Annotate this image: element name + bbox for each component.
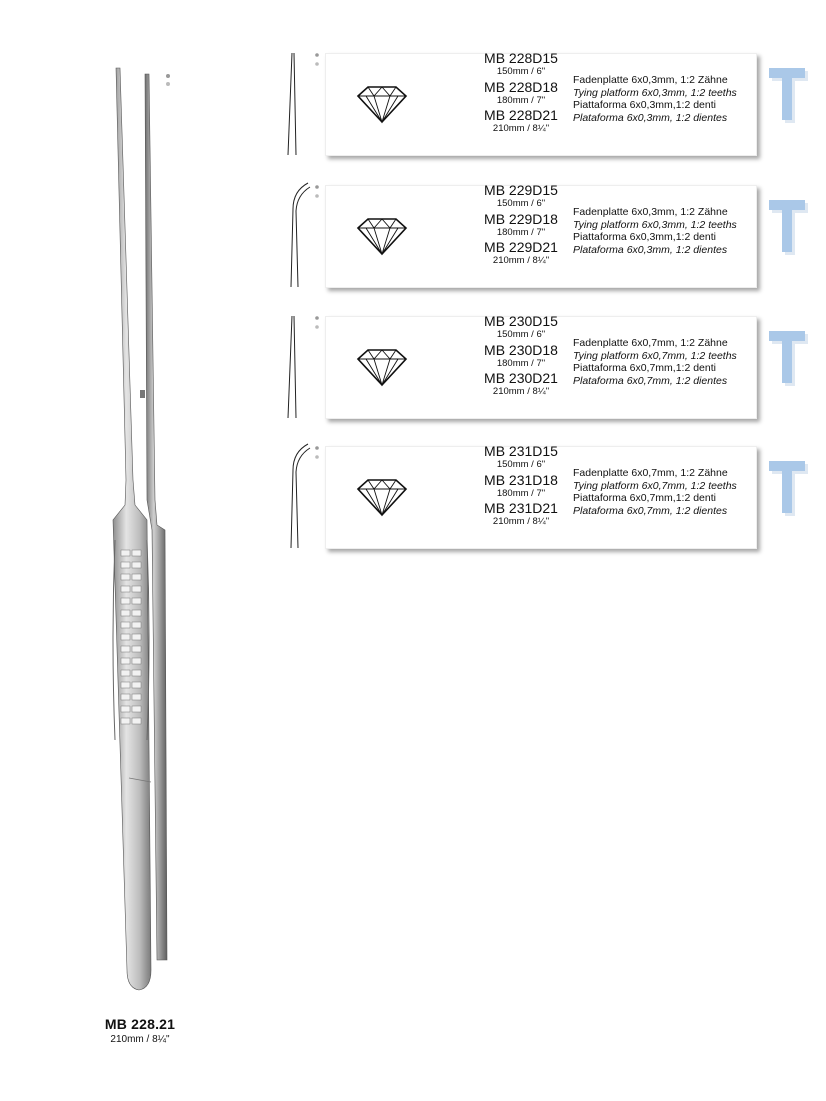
product-code: MB 231D21 [484,500,558,516]
product-description [573,467,758,517]
product-size: 210mm / 8¼" [492,386,550,397]
description-line: Tying platform 6x0,7mm, 1:2 teeths [573,479,737,492]
description-line: Plataforma 6x0,7mm, 1:2 dientes [573,374,728,387]
curved-tip-icon [283,177,323,297]
main-item-code: MB 228.21 [104,1016,176,1032]
product-description [573,74,758,124]
product-size: 180mm / 7" [496,226,546,238]
t-handle-icon [769,68,809,124]
product-card [325,313,757,419]
product-size: 180mm / 7" [496,94,546,106]
description-line: Plataforma 6x0,7mm, 1:2 dientes [573,504,728,517]
t-handle-icon [769,331,809,387]
product-size: 150mm / 6" [496,459,546,470]
product-description [573,337,758,387]
product-card [325,443,757,549]
product-card [325,182,757,288]
description-line: Piattaforma 6x0,3mm,1:2 denti [573,231,716,244]
product-row [283,438,803,558]
diamond-icon [356,477,408,517]
product-size: 150mm / 6" [496,66,546,77]
product-size: 210mm / 8¼" [492,516,550,527]
curved-tip-icon [283,438,323,558]
description-line: Tying platform 6x0,3mm, 1:2 teeths [573,86,737,99]
description-line: Fadenplatte 6x0,7mm, 1:2 Zähne [573,467,728,479]
product-code: MB 230D18 [484,341,558,358]
product-code: MB 228D21 [484,107,558,123]
description-line: Piattaforma 6x0,7mm,1:2 denti [573,492,716,505]
description-line: Fadenplatte 6x0,3mm, 1:2 Zähne [573,206,728,218]
description-line: Fadenplatte 6x0,7mm, 1:2 Zähne [573,337,728,349]
product-row [283,45,803,165]
product-size: 150mm / 6" [496,198,546,209]
product-card [325,50,757,156]
description-line: Piattaforma 6x0,3mm,1:2 denti [573,99,716,112]
description-line: Plataforma 6x0,3mm, 1:2 dientes [573,243,728,256]
product-size: 210mm / 8¼" [492,123,550,134]
product-size: 180mm / 7" [496,357,546,369]
forceps-illustration [95,60,185,1000]
description-line: Piattaforma 6x0,7mm,1:2 denti [573,362,716,375]
product-code: MB 228D15 [484,50,558,66]
product-code: MB 229D18 [484,210,558,227]
description-line: Tying platform 6x0,3mm, 1:2 teeths [573,218,737,231]
product-row [283,177,803,297]
straight-tip-icon [283,45,323,165]
main-item-size: 210mm / 8¼" [110,1034,170,1045]
t-handle-icon [769,200,809,256]
straight-tip-icon [283,308,323,428]
product-code: MB 229D15 [484,182,558,198]
diamond-icon [356,347,408,387]
description-line: Tying platform 6x0,7mm, 1:2 teeths [573,349,737,362]
description-line: Fadenplatte 6x0,3mm, 1:2 Zähne [573,74,728,86]
product-code: MB 228D18 [484,78,558,95]
product-row [283,308,803,428]
description-line: Plataforma 6x0,3mm, 1:2 dientes [573,111,728,124]
t-handle-icon [769,461,809,517]
product-code: MB 230D15 [484,313,558,329]
product-description [573,206,758,256]
main-item-label [60,1016,220,1045]
diamond-icon [356,216,408,256]
product-code: MB 230D21 [484,370,558,386]
product-code: MB 231D15 [484,443,558,459]
product-code: MB 231D18 [484,471,558,488]
product-size: 210mm / 8¼" [492,255,550,266]
product-size: 150mm / 6" [496,329,546,340]
diamond-icon [356,84,408,124]
product-code: MB 229D21 [484,239,558,255]
product-size: 180mm / 7" [496,487,546,499]
